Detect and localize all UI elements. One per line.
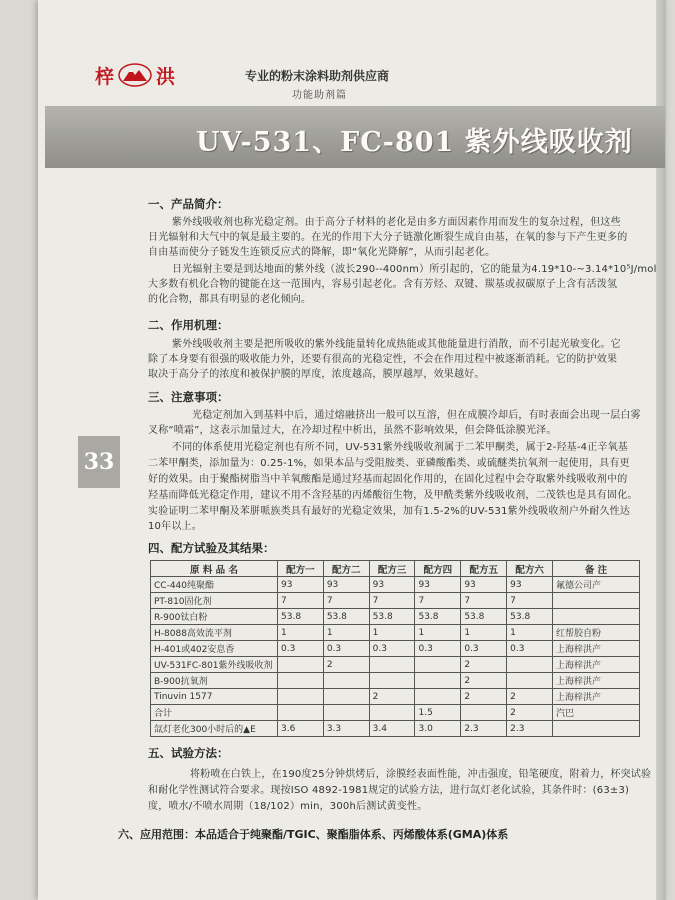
formula-value-cell bbox=[369, 705, 415, 721]
formula-value-cell: 93 bbox=[415, 577, 461, 593]
table-row bbox=[151, 641, 640, 657]
formula-value-cell: 0.3 bbox=[461, 641, 507, 657]
formula-value-cell bbox=[507, 657, 553, 673]
formula-value-cell: 3.4 bbox=[369, 721, 415, 737]
formula-value-cell bbox=[415, 689, 461, 705]
section-application: 六、应用范围：本品适合于纯聚酯/TGIC、聚酯脂体系、丙烯酸体系(GMA)体系 bbox=[118, 828, 509, 841]
notes-line: 实验证明二苯甲酮及苯胼哌族类具有最好的光稳定效果，加有1.5-2%的UV-531紫外线吸收剂户外耐久性达 bbox=[148, 506, 631, 517]
formula-value-cell: 1 bbox=[369, 625, 415, 641]
table-row bbox=[151, 689, 640, 705]
remark-cell: 上海梓洪产 bbox=[553, 689, 640, 705]
formula-value-cell: 7 bbox=[461, 593, 507, 609]
remark-cell bbox=[553, 721, 640, 737]
formula-value-cell: 7 bbox=[507, 593, 553, 609]
formula-value-cell: 53.8 bbox=[461, 609, 507, 625]
formula-value-cell: 2 bbox=[323, 657, 369, 673]
logo-char-right: 洪 bbox=[156, 65, 176, 88]
formula-value-cell bbox=[415, 657, 461, 673]
formula-value-cell bbox=[323, 673, 369, 689]
page-number-tab: 33 bbox=[78, 436, 120, 488]
material-name-cell: 氙灯老化300小时后的▲E bbox=[151, 721, 278, 737]
intro-line: 日光辐射和大气中的氧是最主要的。在光的作用下大分子链激化断裂生成自由基，在氧的参与下产生更多的 bbox=[148, 232, 628, 243]
formula-value-cell bbox=[323, 705, 369, 721]
formula-value-cell: 2.3 bbox=[507, 721, 553, 737]
intro-line: 紫外线吸收剂也称光稳定剂。由于高分子材料的老化是由多方面因素作用而发生的复杂过程，但这些 bbox=[172, 217, 621, 228]
page-title: UV-531、FC-801 紫外线吸收剂 bbox=[196, 127, 633, 158]
formula-value-cell: 53.8 bbox=[323, 609, 369, 625]
remark-cell bbox=[553, 609, 640, 625]
formula-value-cell: 2 bbox=[369, 689, 415, 705]
material-name-cell: R-900钛白粉 bbox=[151, 609, 278, 625]
section-heading-notes: 三、注意事项： bbox=[148, 390, 229, 404]
formula-value-cell: 2 bbox=[461, 689, 507, 705]
notes-line: 叉称“喷霜”，这表示加量过大，在冷却过程中析出，虽然不影响效果，但会降低涂膜光泽。 bbox=[148, 425, 557, 436]
column-header: 原 料 品 名 bbox=[151, 561, 278, 577]
brand-logo bbox=[95, 63, 175, 87]
formula-value-cell: 1 bbox=[415, 625, 461, 641]
material-name-cell: H-401或402安息香 bbox=[151, 641, 278, 657]
remark-cell: 氟德公司产 bbox=[553, 577, 640, 593]
formula-value-cell bbox=[278, 673, 324, 689]
formula-value-cell: 53.8 bbox=[369, 609, 415, 625]
table-row bbox=[151, 721, 640, 737]
formula-value-cell: 1.5 bbox=[415, 705, 461, 721]
formula-value-cell: 93 bbox=[323, 577, 369, 593]
table-row bbox=[151, 673, 640, 689]
notes-line: 好的效果。由于聚酯树脂当中羊氧酸酯是通过羟基而起固化作用的，在固化过程中会夺取紫外线吸收剂中的 bbox=[148, 474, 628, 485]
formula-value-cell: 7 bbox=[369, 593, 415, 609]
formula-value-cell: 53.8 bbox=[278, 609, 324, 625]
intro-line: 的化合物，都具有明显的老化倾向。 bbox=[148, 294, 312, 305]
formula-value-cell: 53.8 bbox=[415, 609, 461, 625]
logo-char-left: 梓 bbox=[95, 65, 115, 88]
mechanism-line: 取决于高分子的浓度和被保护膜的厚度，浓度越高，膜厚越厚，效果越好。 bbox=[148, 369, 485, 380]
formula-value-cell: 7 bbox=[323, 593, 369, 609]
formula-value-cell: 3.3 bbox=[323, 721, 369, 737]
method-line: 和耐化学性测试符合要求。现按ISO 4892-1981规定的试验方法，进行氙灯老化试验，其条件时：(63±3) bbox=[148, 785, 630, 796]
material-name-cell: H-8088高效流平剂 bbox=[151, 625, 278, 641]
formula-value-cell bbox=[369, 657, 415, 673]
category-label: 功能助剂篇 bbox=[292, 90, 347, 101]
formula-value-cell bbox=[278, 705, 324, 721]
table-row bbox=[151, 657, 640, 673]
material-name-cell: 合计 bbox=[151, 705, 278, 721]
formula-value-cell: 1 bbox=[278, 625, 324, 641]
formula-value-cell bbox=[278, 689, 324, 705]
formula-value-cell: 2 bbox=[507, 705, 553, 721]
formula-value-cell: 0.3 bbox=[507, 641, 553, 657]
intro-line: 大多数有机化合物的键能在这一范围内，容易引起老化。含有芳烃、双键、羰基或叔碳原子上含有活泼氢 bbox=[148, 279, 618, 290]
formula-value-cell: 1 bbox=[461, 625, 507, 641]
intro-line: 自由基而使分子链发生连锁反应式的降解，即“氧化光降解”，从而引起老化。 bbox=[148, 247, 496, 258]
formula-value-cell bbox=[461, 705, 507, 721]
method-line: 度，喷水/不喷水周期（18/102）min，300h后测试黄变性。 bbox=[148, 801, 428, 812]
formula-value-cell bbox=[323, 689, 369, 705]
material-name-cell: UV-531FC-801紫外线吸收剂 bbox=[151, 657, 278, 673]
formula-table-body bbox=[151, 577, 640, 737]
table-row bbox=[151, 593, 640, 609]
formula-value-cell: 3.6 bbox=[278, 721, 324, 737]
formula-value-cell: 53.8 bbox=[507, 609, 553, 625]
table-header-row bbox=[151, 561, 640, 577]
formula-value-cell: 0.3 bbox=[323, 641, 369, 657]
formula-value-cell: 93 bbox=[369, 577, 415, 593]
supplier-tagline: 专业的粉末涂料助剂供应商 bbox=[245, 69, 390, 83]
section-heading-intro: 一、产品简介： bbox=[148, 197, 229, 211]
formula-value-cell: 1 bbox=[507, 625, 553, 641]
remark-cell bbox=[553, 593, 640, 609]
section-heading-mechanism: 二、作用机理： bbox=[148, 318, 229, 332]
mechanism-line: 紫外线吸收剂主要是把所吸收的紫外线能量转化成热能或其他能量进行消散，而不引起光敏变化。它 bbox=[172, 339, 621, 350]
table-row bbox=[151, 625, 640, 641]
notes-line: 10年以上。 bbox=[148, 521, 202, 532]
formula-value-cell: 93 bbox=[507, 577, 553, 593]
formula-value-cell: 2 bbox=[507, 689, 553, 705]
table-row bbox=[151, 577, 640, 593]
formula-value-cell: 0.3 bbox=[278, 641, 324, 657]
formula-value-cell bbox=[507, 673, 553, 689]
formula-value-cell bbox=[415, 673, 461, 689]
mountain-logo-icon bbox=[118, 63, 152, 87]
notes-line: 羟基而降低光稳定作用，建议不用不含羟基的丙烯酸衍生物，及甲酰类紫外线吸收剂，二茂铁也是具有固化。 bbox=[148, 490, 638, 501]
column-header: 配方六 bbox=[507, 561, 553, 577]
formula-value-cell: 2 bbox=[461, 673, 507, 689]
formula-value-cell: 1 bbox=[323, 625, 369, 641]
remark-cell: 汽巴 bbox=[553, 705, 640, 721]
notes-line: 光稳定剂加入到基料中后，通过熔融挤出一般可以互溶，但在成膜冷却后，有时表面会出现一层白雾 bbox=[192, 410, 641, 421]
table-row bbox=[151, 705, 640, 721]
section-heading-formula: 四、配方试验及其结果： bbox=[148, 541, 275, 555]
formula-value-cell bbox=[369, 673, 415, 689]
formula-table bbox=[150, 560, 640, 737]
notes-line: 二苯甲酮类，添加量为：0.25-1%，如果本品与受阻胺类、亚磷酸酯类、或硫醚类抗氧剂一起使用，具有更 bbox=[148, 458, 630, 469]
column-header: 配方二 bbox=[323, 561, 369, 577]
column-header: 配方四 bbox=[415, 561, 461, 577]
formula-value-cell: 93 bbox=[278, 577, 324, 593]
intro-line: 日光辐射主要是到达地面的紫外线（波长290--400nm）所引起的，它的能量为4.19*10-~3.14*10⁵J/mol bbox=[172, 264, 657, 275]
method-line: 将粉喷在白铁上，在190度25分钟烘烤后，涂膜经表面性能，冲击强度，铅笔硬度，附着力，杯突试验 bbox=[190, 769, 652, 780]
formula-value-cell: 93 bbox=[461, 577, 507, 593]
column-header: 配方五 bbox=[461, 561, 507, 577]
remark-cell: 上海梓洪产 bbox=[553, 673, 640, 689]
formula-value-cell: 7 bbox=[415, 593, 461, 609]
formula-value-cell: 0.3 bbox=[369, 641, 415, 657]
formula-value-cell: 2 bbox=[461, 657, 507, 673]
column-header: 备 注 bbox=[553, 561, 640, 577]
column-header: 配方三 bbox=[369, 561, 415, 577]
formula-value-cell bbox=[278, 657, 324, 673]
section-heading-method: 五、试验方法： bbox=[148, 746, 229, 760]
remark-cell: 上海梓洪产 bbox=[553, 641, 640, 657]
material-name-cell: B-900抗氧剂 bbox=[151, 673, 278, 689]
formula-value-cell: 3.0 bbox=[415, 721, 461, 737]
material-name-cell: PT-810固化剂 bbox=[151, 593, 278, 609]
table-row bbox=[151, 609, 640, 625]
material-name-cell: CC-440纯聚酯 bbox=[151, 577, 278, 593]
material-name-cell: Tinuvin 1577 bbox=[151, 689, 278, 705]
mechanism-line: 除了本身要有很强的吸收能力外，还要有很高的光稳定性，不会在作用过程中被逐渐消耗。它的防护效果 bbox=[148, 354, 618, 365]
formula-value-cell: 0.3 bbox=[415, 641, 461, 657]
remark-cell: 上海梓洪产 bbox=[553, 657, 640, 673]
formula-value-cell: 7 bbox=[278, 593, 324, 609]
notes-line: 不同的体系使用光稳定剂也有所不同，UV-531紫外线吸收剂属于二苯甲酮类，属于2-羟基-4正辛氧基 bbox=[172, 442, 629, 453]
column-header: 配方一 bbox=[278, 561, 324, 577]
remark-cell: 红帮胶自粉 bbox=[553, 625, 640, 641]
formula-value-cell: 2.3 bbox=[461, 721, 507, 737]
